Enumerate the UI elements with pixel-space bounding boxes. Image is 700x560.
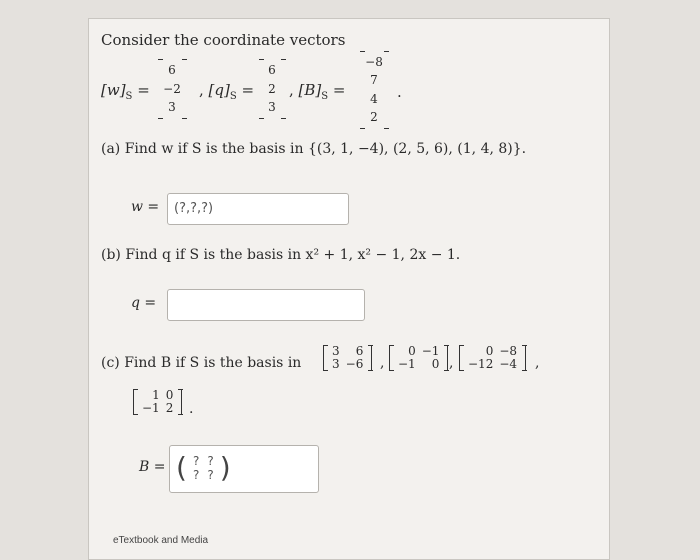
w-vector-matrix: 6 −2 3 xyxy=(159,59,185,119)
B-answer-matrix: ? ? ? ? xyxy=(192,454,214,482)
period: . xyxy=(397,83,402,101)
period: . xyxy=(189,401,194,417)
w-answer-label: w = xyxy=(131,199,160,215)
comma: , xyxy=(535,355,540,371)
comma: , xyxy=(449,355,454,371)
basis-matrix-3: 0 −8 −12 −4 xyxy=(459,345,526,371)
part-a-text: (a) Find w if S is the basis in {(3, 1, −4), (2, 5, 6), (1, 4, 8)}. xyxy=(101,141,527,157)
w-vector-label: $[w]_S$ = xyxy=(101,81,150,102)
w-answer-input[interactable]: (?,?,?) xyxy=(167,193,349,225)
question-panel xyxy=(88,18,610,560)
right-paren: ) xyxy=(219,451,231,484)
B-vector-matrix: −8 7 4 2 xyxy=(361,51,387,129)
comma: , xyxy=(380,355,385,371)
part-b-text: (b) Find q if S is the basis in x² + 1, x² − 1, 2x − 1. xyxy=(101,247,461,263)
q-vector-matrix: 6 2 3 xyxy=(260,59,284,119)
basis-matrix-4: 1 0 −1 2 xyxy=(133,389,182,415)
basis-matrix-1: 3 6 3 −6 xyxy=(323,345,372,371)
left-paren: ( xyxy=(176,451,187,484)
part-c-text: (c) Find B if S is the basis in xyxy=(101,355,302,371)
B-answer-input[interactable] xyxy=(169,445,319,493)
question-title: Consider the coordinate vectors xyxy=(101,31,346,49)
B-answer-label: B = xyxy=(139,459,166,475)
q-vector-label: , $[q]_S$ = xyxy=(199,81,255,102)
q-answer-label: q = xyxy=(131,295,157,311)
etextbook-link[interactable]: eTextbook and Media xyxy=(113,535,209,546)
q-answer-input[interactable] xyxy=(167,289,365,321)
B-vector-label: , $[B]_S$ = xyxy=(289,81,346,102)
basis-matrix-2: 0 −1 −1 0 xyxy=(389,345,448,371)
